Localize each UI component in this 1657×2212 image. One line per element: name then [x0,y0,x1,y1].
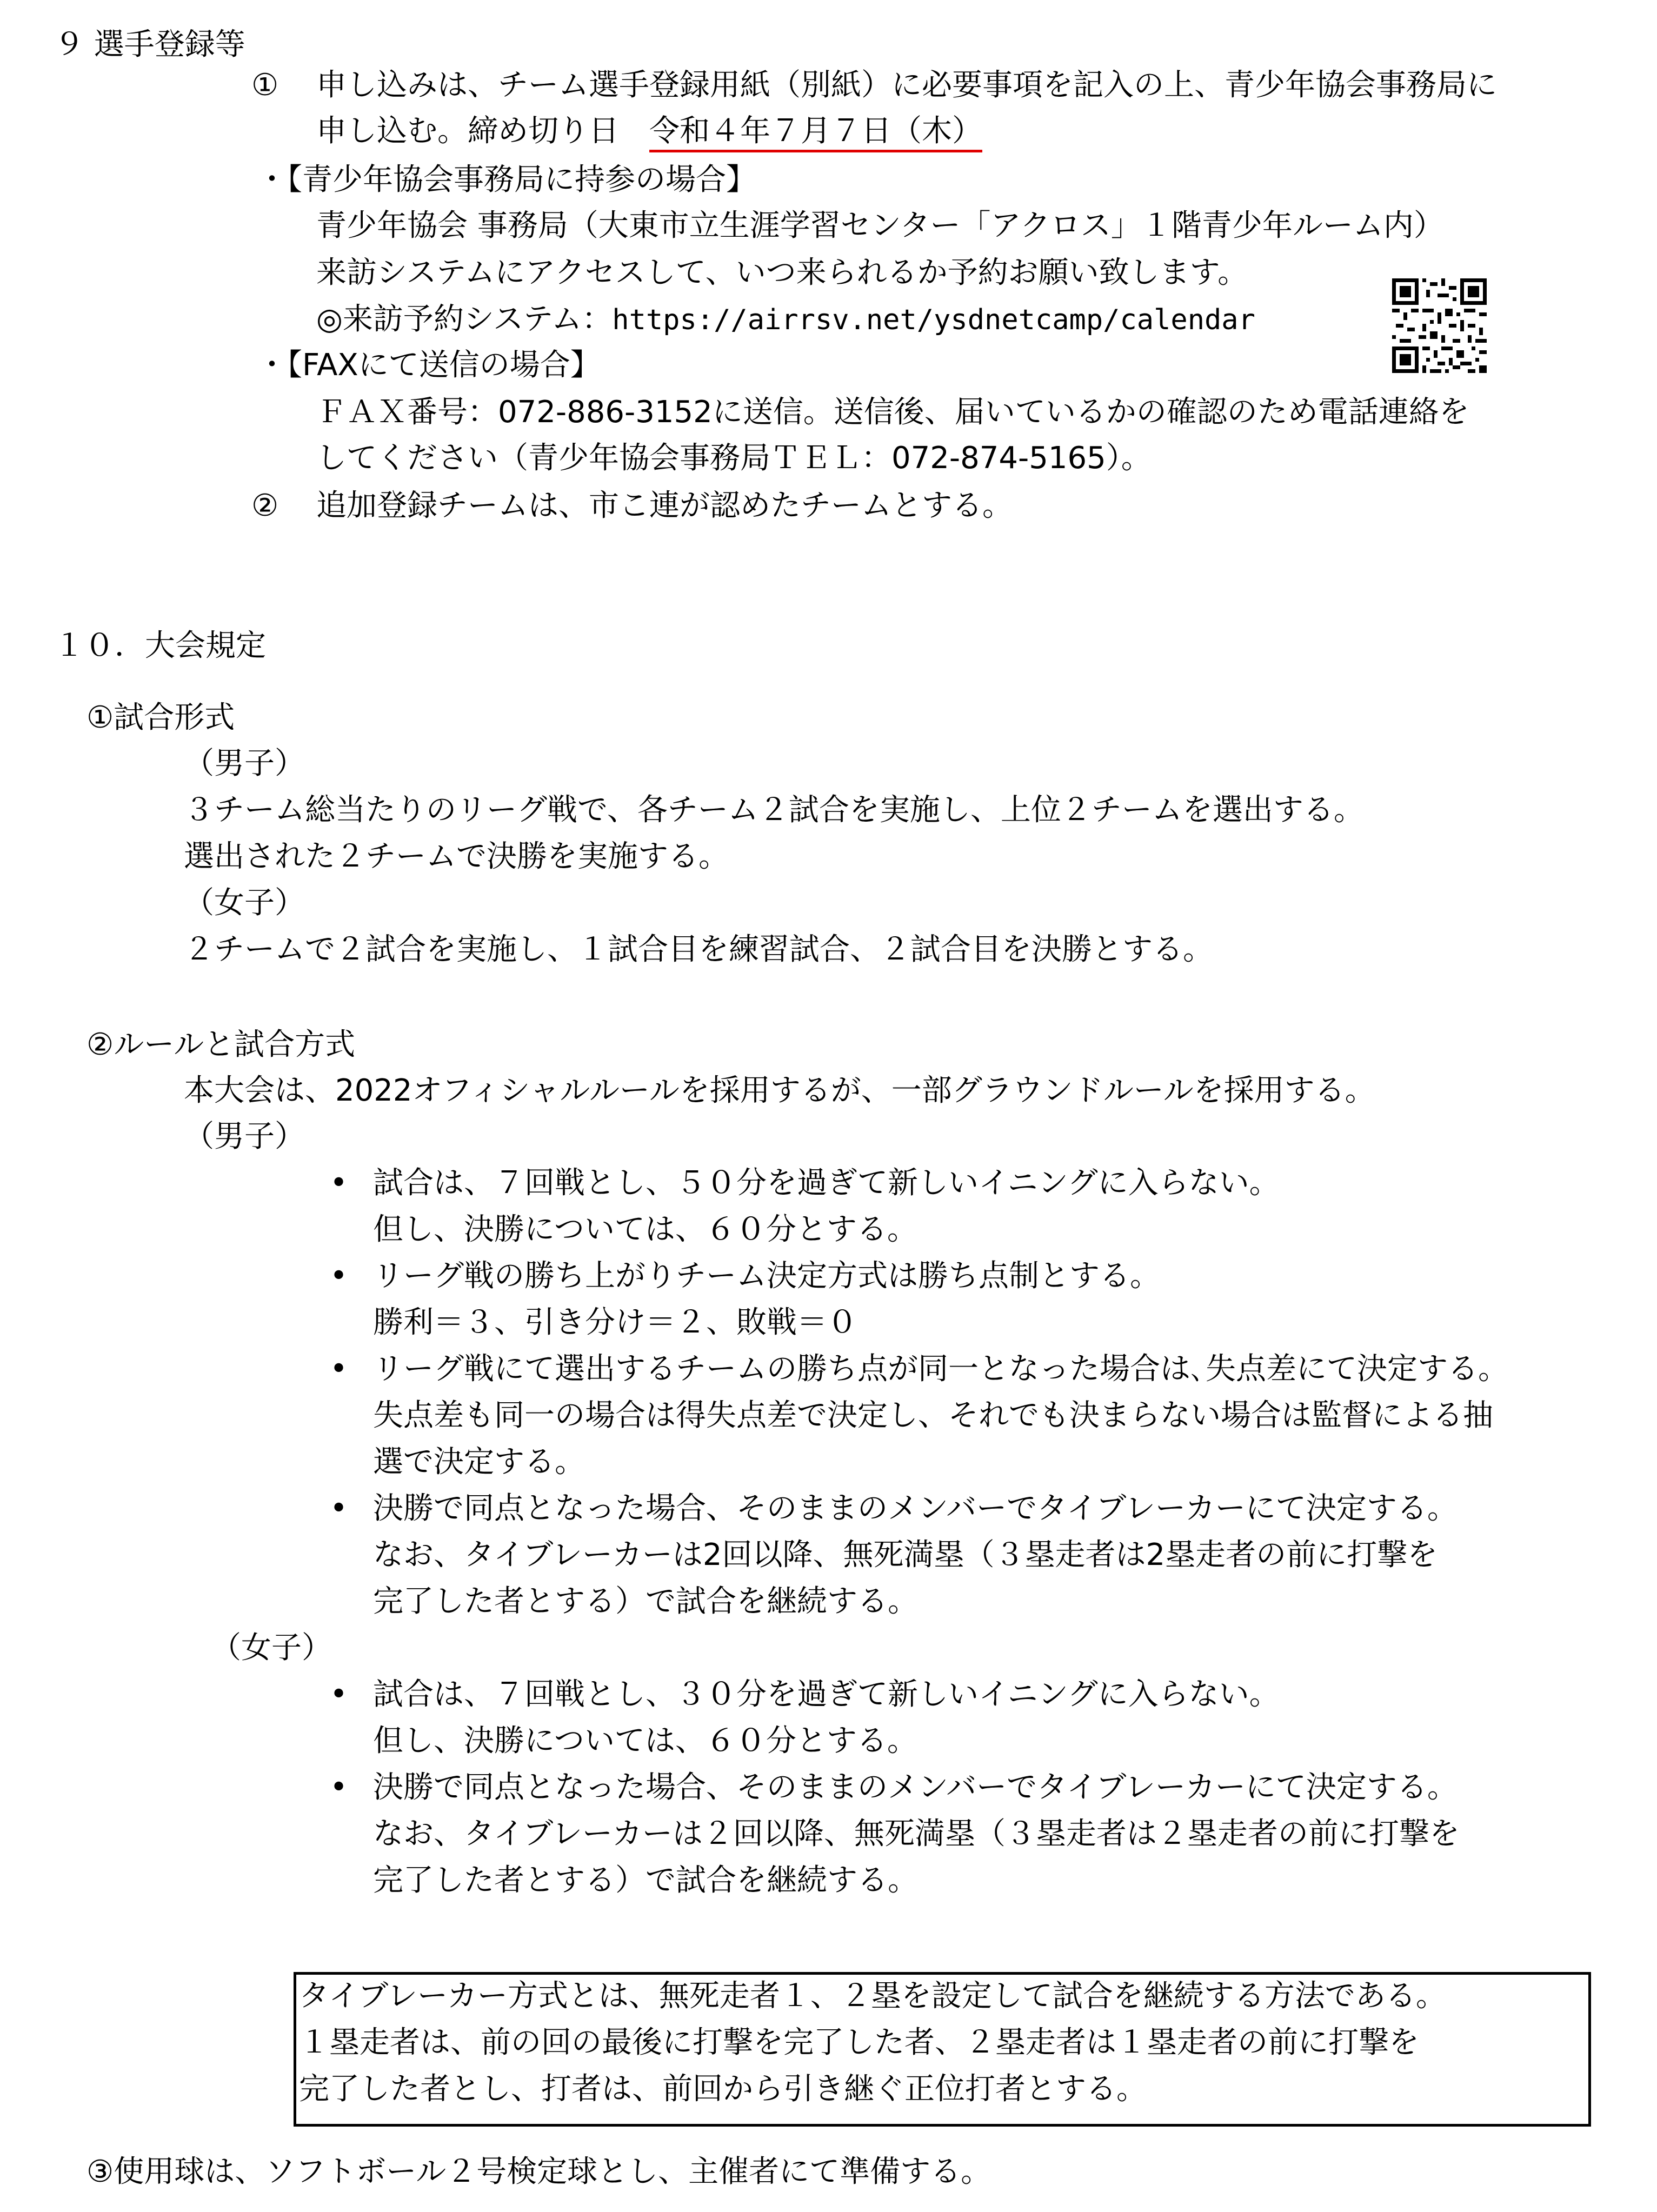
bullet: • [330,1677,348,1712]
tiebreaker-note-line-2: １塁走者は、前の回の最後に打撃を完了した者、２塁走者は１塁走者の前に打撃を [299,2025,1419,2060]
male-rule-4-line-1: 決勝で同点となった場合、そのままのメンバーでタイブレーカーにて決定する。 [373,1491,1458,1526]
male-rule-3-line-2: 失点差も同一の場合は得失点差で決定し、それでも決まらない場合は監督による抽 [373,1398,1493,1433]
item-1-line-2 [316,108,982,155]
bring-heading: ・【青少年協会事務局に持参の場合】 [257,162,756,197]
match-format-male-line-2: 選出された２チームで決勝を実施する。 [184,839,729,874]
female-rule-1-line-1: 試合は、７回戦とし、３０分を過ぎて新しいイニングに入らない。 [373,1677,1280,1712]
item-2-marker: ② [251,488,279,523]
fax-line-2: してください（青少年協会事務局ＴＥＬ：072-874-5165）。 [316,441,1152,476]
deadline-date: 令和４年７月７日（木） [649,114,982,149]
bring-line-2: 来訪システムにアクセスして、いつ来られるか予約お願い致します。 [316,255,1248,290]
male-rule-4-line-3: 完了した者とする）で試合を継続する。 [373,1584,918,1619]
tiebreaker-note-line-1: タイブレーカー方式とは、無死走者１、２塁を設定して試合を継続する方法である。 [299,1978,1446,2014]
item-1-line-1: 申し込みは、チーム選手登録用紙（別紙）に必要事項を記入の上、青少年協会事務局に [316,68,1497,103]
item-1-marker: ① [251,68,279,103]
fax-heading: ・【FAXにて送信の場合】 [257,348,601,383]
match-format-heading: ①試合形式 [86,700,235,735]
match-format-male-line-1: ３チーム総当たりのリーグ戦で、各チーム２試合を実施し、上位２チームを選出する。 [184,792,1364,828]
male-rule-2-line-1: リーグ戦の勝ち上がりチーム決定方式は勝ち点制とする。 [373,1258,1160,1294]
match-format-male-label: （男子） [184,746,305,781]
female-rule-2-line-3: 完了した者とする）で試合を継続する。 [373,1863,918,1898]
section-10-heading: １０．大会規定 [54,628,266,663]
rules-female-label: （女子） [211,1630,332,1665]
bullet: • [330,1258,348,1294]
female-rule-2-line-1: 決勝で同点となった場合、そのままのメンバーでタイブレーカーにて決定する。 [373,1770,1458,1805]
item-1-line-2-text: 申し込む。締め切り日 [316,114,649,149]
bullet: • [330,1770,348,1805]
bullet: • [330,1491,348,1526]
qr-code-icon[interactable] [1392,278,1487,373]
male-rule-1-line-2: 但し、決勝については、６０分とする。 [373,1212,917,1247]
female-rule-2-line-2: なお、タイブレーカーは２回以降、無死満塁（３塁走者は２塁走者の前に打撃を [373,1816,1460,1851]
rules-male-label: （男子） [184,1119,305,1154]
male-rule-2-line-2: 勝利＝３、引き分け＝２、敗戦＝０ [373,1305,857,1340]
section-9-heading: ９ 選手登録等 [54,27,245,62]
male-rule-3-line-1: リーグ戦にて選出するチームの勝ち点が同一となった場合は､失点差にて決定する。 [373,1351,1508,1387]
rules-heading: ②ルールと試合方式 [86,1027,356,1062]
bring-line-3 [316,296,1255,343]
fax-line-1: ＦＡＸ番号：072-886-3152に送信。送信後、届いているかの確認のため電話連絡を [316,395,1469,430]
rules-intro: 本大会は、2022オフィシャルルールを採用するが、一部グラウンドルールを採用する。 [184,1073,1375,1108]
tiebreaker-note-line-3: 完了した者とし、打者は、前回から引き継ぐ正位打者とする。 [299,2071,1147,2107]
bullet: • [330,1165,348,1201]
item-2-text: 追加登録チームは、市こ連が認めたチームとする。 [316,488,1013,523]
male-rule-3-line-3: 選で決定する。 [373,1444,585,1480]
reservation-system-label: ◎来訪予約システム： [316,302,613,337]
male-rule-1-line-1: 試合は、７回戦とし、５０分を過ぎて新しいイニングに入らない。 [373,1165,1280,1201]
reservation-url[interactable]: https://airrsv.net/ysdnetcamp/calendar [612,304,1255,336]
ball-rule: ③使用球は、ソフトボール２号検定球とし、主催者にて準備する。 [86,2154,991,2189]
match-format-female-label: （女子） [184,885,305,921]
male-rule-4-line-2: なお、タイブレーカーは2回以降、無死満塁（３塁走者は2塁走者の前に打撃を [373,1537,1438,1573]
match-format-female-line-1: ２チームで２試合を実施し、１試合目を練習試合、２試合目を決勝とする。 [184,932,1213,967]
female-rule-1-line-2: 但し、決勝については、６０分とする。 [373,1723,917,1758]
bring-line-1: 青少年協会 事務局（大東市立生涯学習センター「アクロス」１階青少年ルーム内） [316,208,1444,243]
bullet: • [330,1351,348,1387]
